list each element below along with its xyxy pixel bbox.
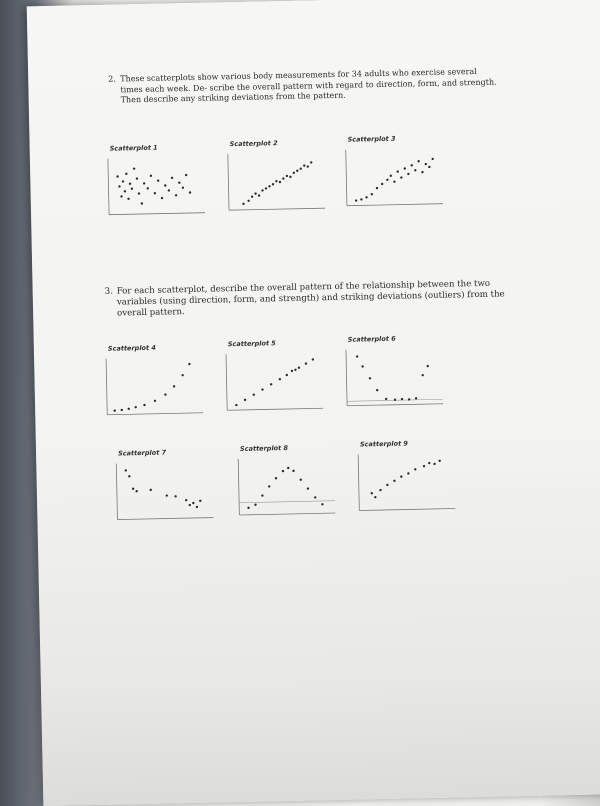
worksheet-page bbox=[27, 0, 600, 806]
data-point bbox=[143, 182, 145, 184]
data-point bbox=[175, 194, 177, 196]
data-point bbox=[116, 175, 118, 177]
scatterplot-title: Scatterplot 4 bbox=[107, 343, 156, 353]
scatterplot-2 bbox=[212, 138, 332, 220]
data-point bbox=[421, 171, 423, 173]
data-point bbox=[113, 409, 115, 411]
data-point bbox=[268, 185, 270, 187]
data-point bbox=[199, 500, 201, 502]
data-point bbox=[374, 496, 376, 498]
data-point bbox=[275, 477, 277, 479]
data-point bbox=[235, 404, 237, 406]
data-point bbox=[181, 374, 183, 376]
data-point bbox=[147, 187, 149, 189]
y-axis bbox=[228, 154, 229, 210]
data-point bbox=[426, 365, 428, 367]
data-point bbox=[128, 475, 130, 477]
data-point bbox=[386, 484, 388, 486]
scatterplot-5 bbox=[210, 338, 330, 420]
y-axis bbox=[358, 455, 359, 511]
data-point bbox=[292, 470, 294, 472]
data-point bbox=[129, 183, 131, 185]
data-point bbox=[136, 177, 138, 179]
data-point bbox=[303, 164, 305, 166]
data-point bbox=[371, 193, 373, 195]
question-number: 3. bbox=[104, 286, 113, 297]
data-point bbox=[376, 389, 378, 391]
data-point bbox=[244, 399, 246, 401]
data-point bbox=[120, 195, 122, 197]
data-point bbox=[185, 499, 187, 501]
data-point bbox=[133, 167, 135, 169]
data-point bbox=[154, 400, 156, 402]
data-point bbox=[282, 177, 284, 179]
data-point bbox=[247, 507, 249, 509]
data-point bbox=[279, 181, 281, 183]
data-point bbox=[131, 187, 133, 189]
scatterplot-title: Scatterplot 9 bbox=[359, 439, 409, 449]
scatterplot-title: Scatterplot 8 bbox=[239, 443, 289, 453]
data-point bbox=[124, 190, 126, 192]
data-point bbox=[242, 203, 244, 205]
data-point bbox=[414, 169, 416, 171]
data-point bbox=[141, 202, 143, 204]
data-point bbox=[196, 506, 198, 508]
data-point bbox=[178, 181, 180, 183]
data-point bbox=[307, 165, 309, 167]
data-point bbox=[125, 173, 127, 175]
data-point bbox=[361, 365, 363, 367]
data-point bbox=[166, 494, 168, 496]
data-point bbox=[261, 494, 263, 496]
data-point bbox=[360, 198, 362, 200]
x-axis bbox=[359, 509, 455, 511]
scatterplot-title: Scatterplot 2 bbox=[229, 139, 278, 149]
data-point bbox=[300, 479, 302, 481]
data-point bbox=[417, 160, 419, 162]
data-point bbox=[410, 164, 412, 166]
data-point bbox=[404, 167, 406, 169]
y-axis bbox=[346, 350, 347, 406]
data-point bbox=[143, 404, 145, 406]
data-point bbox=[161, 197, 163, 199]
data-point bbox=[407, 173, 409, 175]
question-text: These scatterplots show various body measurements for 34 adults who exercise several times each week. De- scribe the overall pattern with regard to direction, form, and strength. Then describe any striking deviations from the pattern. bbox=[120, 66, 497, 105]
data-point bbox=[135, 490, 137, 492]
data-point bbox=[128, 408, 130, 410]
scatterplot-3 bbox=[329, 134, 449, 216]
scatterplot-4-plot bbox=[90, 351, 209, 425]
scatterplot-7-plot bbox=[100, 455, 219, 529]
data-point bbox=[407, 472, 409, 474]
data-point bbox=[270, 383, 272, 385]
data-point bbox=[247, 200, 249, 202]
data-point bbox=[408, 398, 410, 400]
data-point bbox=[173, 385, 175, 387]
data-point bbox=[305, 362, 307, 364]
data-point bbox=[307, 487, 309, 489]
data-point bbox=[164, 184, 166, 186]
data-point bbox=[298, 367, 300, 369]
data-point bbox=[188, 363, 190, 365]
x-axis bbox=[227, 408, 323, 410]
scatterplot-title: Scatterplot 7 bbox=[117, 448, 167, 458]
corner-text bbox=[554, 0, 600, 46]
data-point bbox=[296, 170, 298, 172]
data-point bbox=[381, 183, 383, 185]
data-point bbox=[171, 177, 173, 179]
data-point bbox=[134, 406, 136, 408]
data-point bbox=[174, 495, 176, 497]
scatterplot-1 bbox=[92, 143, 212, 225]
data-point bbox=[400, 176, 402, 178]
data-point bbox=[185, 174, 187, 176]
data-point bbox=[157, 179, 159, 181]
data-point bbox=[421, 374, 423, 376]
data-point bbox=[132, 488, 134, 490]
data-point bbox=[168, 189, 170, 191]
scatterplot-8 bbox=[222, 443, 342, 525]
reference-line bbox=[239, 501, 335, 503]
data-point bbox=[376, 187, 378, 189]
data-point bbox=[253, 393, 255, 395]
scatterplot-9-plot bbox=[342, 446, 461, 520]
scatterplot-6 bbox=[330, 334, 450, 416]
question-2 bbox=[108, 66, 539, 115]
data-point bbox=[286, 175, 288, 177]
data-point bbox=[393, 180, 395, 182]
data-point bbox=[150, 489, 152, 491]
data-point bbox=[287, 467, 289, 469]
y-axis bbox=[108, 159, 109, 215]
data-point bbox=[294, 369, 296, 371]
data-point bbox=[414, 468, 416, 470]
x-axis bbox=[347, 404, 443, 406]
data-point bbox=[121, 409, 123, 411]
y-axis bbox=[116, 464, 117, 520]
data-point bbox=[356, 355, 358, 357]
scatterplot-title: Scatterplot 3 bbox=[347, 134, 396, 144]
data-point bbox=[125, 469, 127, 471]
data-point bbox=[118, 185, 120, 187]
data-point bbox=[300, 167, 302, 169]
data-point bbox=[433, 463, 435, 465]
x-axis bbox=[229, 208, 325, 210]
data-point bbox=[189, 191, 191, 193]
question-number: 2. bbox=[108, 74, 116, 84]
scatterplot-title: Scatterplot 5 bbox=[227, 339, 276, 349]
scatterplot-4 bbox=[90, 343, 210, 425]
data-point bbox=[369, 377, 371, 379]
data-point bbox=[150, 175, 152, 177]
data-point bbox=[275, 180, 277, 182]
data-point bbox=[265, 187, 267, 189]
data-point bbox=[397, 170, 399, 172]
scatterplot-title: Scatterplot 1 bbox=[109, 143, 158, 153]
scatterplot-3-plot bbox=[330, 142, 449, 216]
question-text: For each scatterplot, describe the overall pattern of the relationship between the two variables (using direction, form, and strength) and striking deviations (outliers) from the overall pattern. bbox=[116, 278, 505, 319]
data-point bbox=[268, 485, 270, 487]
data-point bbox=[258, 194, 260, 196]
data-point bbox=[312, 358, 314, 360]
x-axis bbox=[107, 413, 203, 415]
data-point bbox=[355, 199, 357, 201]
scatterplot-title: Scatterplot 6 bbox=[347, 334, 396, 344]
data-point bbox=[286, 374, 288, 376]
scatterplot-1-plot bbox=[92, 151, 211, 225]
data-point bbox=[431, 158, 433, 160]
data-point bbox=[189, 504, 191, 506]
scatterplot-8-plot bbox=[222, 451, 341, 525]
data-point bbox=[251, 195, 253, 197]
data-point bbox=[310, 161, 312, 163]
x-axis bbox=[109, 213, 205, 215]
data-point bbox=[122, 180, 124, 182]
data-point bbox=[282, 470, 284, 472]
data-point bbox=[182, 186, 184, 188]
data-point bbox=[423, 465, 425, 467]
scatterplot-7 bbox=[100, 447, 220, 529]
data-point bbox=[314, 496, 316, 498]
question-3 bbox=[105, 277, 566, 327]
scatterplot-5-plot bbox=[210, 346, 329, 420]
data-point bbox=[394, 399, 396, 401]
data-point bbox=[415, 397, 417, 399]
data-point bbox=[127, 198, 129, 200]
data-point bbox=[400, 475, 402, 477]
data-point bbox=[371, 492, 373, 494]
data-point bbox=[291, 370, 293, 372]
data-point bbox=[386, 179, 388, 181]
data-point bbox=[154, 192, 156, 194]
y-axis bbox=[226, 354, 227, 410]
data-point bbox=[279, 378, 281, 380]
data-point bbox=[379, 489, 381, 491]
y-axis bbox=[346, 150, 347, 206]
data-point bbox=[138, 192, 140, 194]
scatterplot-6-plot bbox=[330, 342, 449, 416]
data-point bbox=[289, 176, 291, 178]
x-axis bbox=[239, 513, 335, 515]
data-point bbox=[393, 480, 395, 482]
y-axis bbox=[106, 359, 107, 415]
x-axis bbox=[347, 204, 443, 206]
scatterplot-9 bbox=[342, 438, 462, 520]
data-point bbox=[254, 503, 256, 505]
data-point bbox=[385, 398, 387, 400]
data-point bbox=[321, 503, 323, 505]
data-point bbox=[261, 388, 263, 390]
data-point bbox=[261, 189, 263, 191]
data-point bbox=[428, 166, 430, 168]
data-point bbox=[425, 163, 427, 165]
y-axis bbox=[238, 459, 239, 515]
data-point bbox=[390, 175, 392, 177]
data-point bbox=[192, 502, 194, 504]
data-point bbox=[365, 196, 367, 198]
data-point bbox=[272, 183, 274, 185]
data-point bbox=[164, 393, 166, 395]
data-point bbox=[428, 462, 430, 464]
scatterplot-2-plot bbox=[212, 146, 331, 220]
data-point bbox=[293, 172, 295, 174]
x-axis bbox=[117, 518, 213, 520]
data-point bbox=[254, 192, 256, 194]
data-point bbox=[438, 460, 440, 462]
